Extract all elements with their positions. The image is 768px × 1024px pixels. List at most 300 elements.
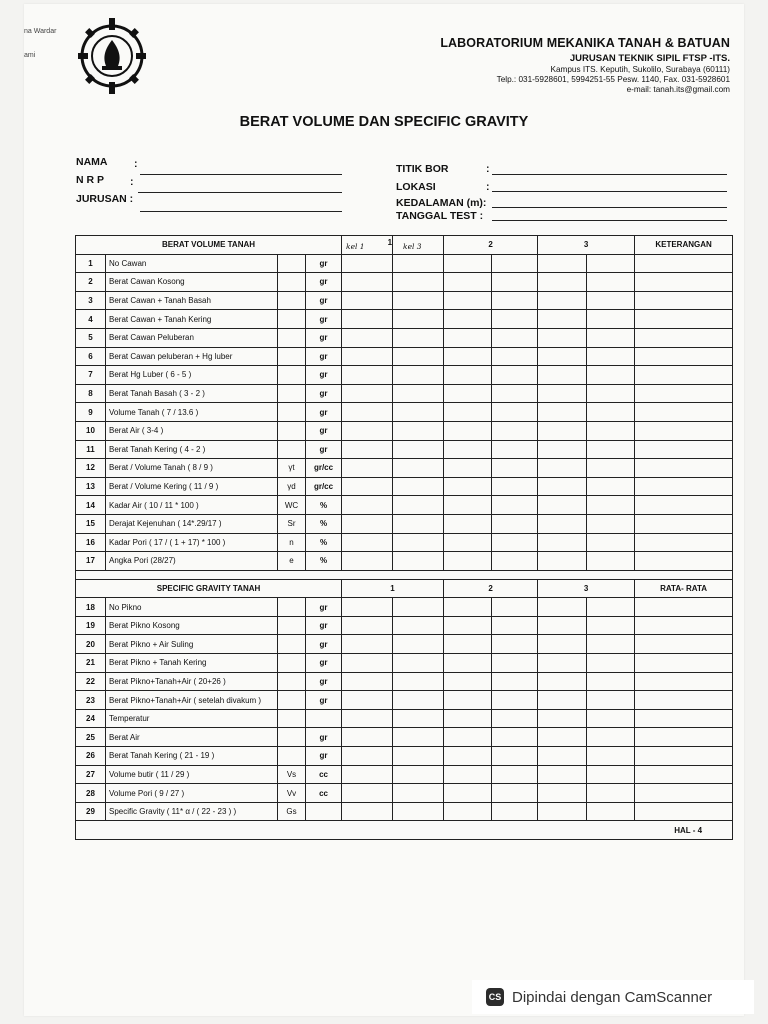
bv-value-cell[interactable] xyxy=(587,533,635,552)
bv-value-cell[interactable] xyxy=(538,533,587,552)
row-unit: gr xyxy=(306,328,342,347)
bv-value-cell[interactable] xyxy=(587,347,635,366)
sg-value-cell[interactable] xyxy=(444,616,492,635)
bv-value-cell[interactable] xyxy=(538,496,587,515)
row-symbol xyxy=(278,654,306,673)
row-symbol xyxy=(278,616,306,635)
bv-value-cell[interactable] xyxy=(635,347,733,366)
bv-value-cell[interactable] xyxy=(587,273,635,292)
bv-value-cell[interactable] xyxy=(342,328,393,347)
row-symbol xyxy=(278,691,306,710)
sg-value-cell[interactable] xyxy=(492,802,538,821)
sg-value-cell[interactable] xyxy=(635,635,733,654)
bv-value-cell[interactable] xyxy=(538,366,587,385)
sg-value-cell[interactable] xyxy=(444,802,492,821)
row-symbol xyxy=(278,421,306,440)
bv-value-cell[interactable] xyxy=(444,477,492,496)
bv-value-cell[interactable] xyxy=(393,273,444,292)
bv-value-cell[interactable] xyxy=(587,421,635,440)
sg-value-cell[interactable] xyxy=(393,635,444,654)
sg-value-cell[interactable] xyxy=(342,654,393,673)
sg-value-cell[interactable] xyxy=(587,709,635,728)
bv-value-cell[interactable] xyxy=(444,514,492,533)
sg-value-cell[interactable] xyxy=(492,598,538,617)
row-description: Berat Pikno+Tanah+Air ( 20+26 ) xyxy=(106,672,278,691)
sg-value-cell[interactable] xyxy=(538,728,587,747)
bv-value-cell[interactable] xyxy=(635,403,733,422)
bv-value-cell[interactable] xyxy=(635,384,733,403)
row-symbol: γd xyxy=(278,477,306,496)
field-label-nama: NAMA xyxy=(76,156,108,168)
bv-value-cell[interactable] xyxy=(538,328,587,347)
sg-value-cell[interactable] xyxy=(635,747,733,766)
sg-value-cell[interactable] xyxy=(538,672,587,691)
sg-value-cell[interactable] xyxy=(587,598,635,617)
field-line-nrp[interactable] xyxy=(138,192,342,193)
row-unit: % xyxy=(306,552,342,571)
sg-value-cell[interactable] xyxy=(587,616,635,635)
bv-value-cell[interactable] xyxy=(444,421,492,440)
bv-value-cell[interactable] xyxy=(538,384,587,403)
col-3-header: 3 xyxy=(538,236,635,255)
camscanner-logo-icon: CS xyxy=(486,988,504,1006)
field-colon: : xyxy=(130,176,134,188)
sg-col-3-header: 3 xyxy=(538,579,635,598)
row-symbol: Vs xyxy=(278,765,306,784)
phone: Telp.: 031-5928601, 5994251-55 Pesw. 1140, Fax. 031-5928601 xyxy=(496,75,730,84)
bv-value-cell[interactable] xyxy=(444,291,492,310)
row-symbol: Vv xyxy=(278,784,306,803)
bv-value-cell[interactable] xyxy=(538,440,587,459)
sg-value-cell[interactable] xyxy=(444,784,492,803)
col-keterangan-header: KETERANGAN xyxy=(635,236,733,255)
field-line-kedalaman[interactable] xyxy=(492,207,727,208)
sg-value-cell[interactable] xyxy=(492,672,538,691)
sg-value-cell[interactable] xyxy=(342,691,393,710)
row-description: Berat Air ( 3-4 ) xyxy=(106,421,278,440)
handwritten-label: kel 3 xyxy=(403,242,422,251)
sg-value-cell[interactable] xyxy=(635,654,733,673)
row-unit: gr xyxy=(306,273,342,292)
row-unit: gr xyxy=(306,635,342,654)
bv-value-cell[interactable] xyxy=(635,533,733,552)
bv-value-cell[interactable] xyxy=(635,477,733,496)
bv-value-cell[interactable] xyxy=(342,291,393,310)
sg-value-cell[interactable] xyxy=(538,635,587,654)
sg-value-cell[interactable] xyxy=(444,672,492,691)
row-unit: % xyxy=(306,514,342,533)
sg-value-cell[interactable] xyxy=(492,616,538,635)
bv-value-cell[interactable] xyxy=(538,347,587,366)
row-number: 1 xyxy=(76,254,106,273)
sg-value-cell[interactable] xyxy=(587,691,635,710)
sg-value-cell[interactable] xyxy=(587,672,635,691)
row-unit: % xyxy=(306,496,342,515)
sg-col-2-header: 2 xyxy=(444,579,538,598)
row-description: Berat Tanah Kering ( 21 - 19 ) xyxy=(106,747,278,766)
bv-value-cell[interactable] xyxy=(635,552,733,571)
row-unit: gr xyxy=(306,728,342,747)
bv-value-cell[interactable] xyxy=(587,310,635,329)
data-sheet-table xyxy=(75,235,733,840)
bv-value-cell[interactable] xyxy=(444,366,492,385)
field-line-titik-bor[interactable] xyxy=(492,174,727,175)
bv-value-cell[interactable] xyxy=(444,440,492,459)
bv-value-cell[interactable] xyxy=(587,514,635,533)
bv-value-cell[interactable] xyxy=(492,291,538,310)
bv-value-cell[interactable] xyxy=(635,328,733,347)
sg-value-cell[interactable] xyxy=(492,784,538,803)
sg-value-cell[interactable] xyxy=(587,784,635,803)
sg-value-cell[interactable] xyxy=(587,654,635,673)
bv-value-cell[interactable] xyxy=(538,403,587,422)
bv-value-cell[interactable] xyxy=(492,440,538,459)
row-description: Kadar Pori ( 17 / ( 1 + 17) * 100 ) xyxy=(106,533,278,552)
bv-value-cell[interactable] xyxy=(587,291,635,310)
bv-value-cell[interactable] xyxy=(492,328,538,347)
bv-value-cell[interactable] xyxy=(342,496,393,515)
sg-value-cell[interactable] xyxy=(444,747,492,766)
bv-value-cell[interactable] xyxy=(587,366,635,385)
sg-value-cell[interactable] xyxy=(393,709,444,728)
row-unit: gr xyxy=(306,654,342,673)
row-symbol: Gs xyxy=(278,802,306,821)
bv-value-cell[interactable] xyxy=(342,477,393,496)
field-line-jurusan[interactable] xyxy=(140,211,342,212)
bv-value-cell[interactable] xyxy=(492,347,538,366)
bv-value-cell[interactable] xyxy=(342,514,393,533)
bv-value-cell[interactable] xyxy=(444,533,492,552)
sg-value-cell[interactable] xyxy=(393,784,444,803)
bv-value-cell[interactable] xyxy=(492,552,538,571)
bv-value-cell[interactable] xyxy=(587,552,635,571)
bv-value-cell[interactable] xyxy=(492,477,538,496)
sg-value-cell[interactable] xyxy=(393,802,444,821)
corner-note xyxy=(24,20,64,68)
table-row xyxy=(76,598,733,617)
sg-value-cell[interactable] xyxy=(342,784,393,803)
section2-heading: SPECIFIC GRAVITY TANAH xyxy=(76,579,342,598)
sg-value-cell[interactable] xyxy=(393,747,444,766)
sg-value-cell[interactable] xyxy=(492,747,538,766)
row-symbol xyxy=(278,254,306,273)
bv-value-cell[interactable] xyxy=(342,533,393,552)
sg-value-cell[interactable] xyxy=(538,616,587,635)
row-symbol xyxy=(278,440,306,459)
camscanner-watermark xyxy=(472,980,754,1014)
row-number: 21 xyxy=(76,654,106,673)
bv-value-cell[interactable] xyxy=(492,533,538,552)
sg-value-cell[interactable] xyxy=(635,598,733,617)
row-number: 16 xyxy=(76,533,106,552)
row-symbol: n xyxy=(278,533,306,552)
bv-value-cell[interactable] xyxy=(538,421,587,440)
bv-value-cell[interactable] xyxy=(342,366,393,385)
sg-value-cell[interactable] xyxy=(444,709,492,728)
row-symbol xyxy=(278,273,306,292)
sg-value-cell[interactable] xyxy=(635,728,733,747)
bv-value-cell[interactable] xyxy=(538,291,587,310)
field-label-nrp: N R P xyxy=(76,174,105,186)
sg-value-cell[interactable] xyxy=(538,747,587,766)
sg-value-cell[interactable] xyxy=(587,728,635,747)
sg-value-cell[interactable] xyxy=(393,765,444,784)
sg-value-cell[interactable] xyxy=(538,784,587,803)
bv-value-cell[interactable] xyxy=(393,254,444,273)
sg-value-cell[interactable] xyxy=(342,765,393,784)
bv-value-cell[interactable] xyxy=(587,477,635,496)
bv-value-cell[interactable] xyxy=(444,384,492,403)
sg-value-cell[interactable] xyxy=(393,616,444,635)
bv-value-cell[interactable] xyxy=(492,366,538,385)
lab-name: LABORATORIUM MEKANIKA TANAH & BATUAN xyxy=(440,36,730,50)
bv-value-cell[interactable] xyxy=(587,459,635,478)
sg-value-cell[interactable] xyxy=(587,765,635,784)
sg-value-cell[interactable] xyxy=(538,654,587,673)
bv-value-cell[interactable] xyxy=(444,459,492,478)
bv-value-cell[interactable] xyxy=(393,552,444,571)
sg-value-cell[interactable] xyxy=(342,747,393,766)
sg-value-cell[interactable] xyxy=(635,709,733,728)
sg-value-cell[interactable] xyxy=(635,691,733,710)
bv-value-cell[interactable] xyxy=(635,459,733,478)
bv-value-cell[interactable] xyxy=(393,310,444,329)
sg-value-cell[interactable] xyxy=(342,709,393,728)
sg-value-cell[interactable] xyxy=(538,691,587,710)
department: JURUSAN TEKNIK SIPIL FTSP -ITS. xyxy=(569,53,730,64)
row-description: No Pikno xyxy=(106,598,278,617)
bv-value-cell[interactable] xyxy=(444,403,492,422)
bv-value-cell[interactable] xyxy=(342,310,393,329)
row-symbol xyxy=(278,728,306,747)
bv-value-cell[interactable] xyxy=(635,310,733,329)
table-row xyxy=(76,654,733,673)
col-1-header xyxy=(342,236,393,255)
bv-value-cell[interactable] xyxy=(393,421,444,440)
row-number: 23 xyxy=(76,691,106,710)
bv-value-cell[interactable] xyxy=(538,477,587,496)
sg-value-cell[interactable] xyxy=(635,784,733,803)
bv-value-cell[interactable] xyxy=(393,403,444,422)
bv-value-cell[interactable] xyxy=(635,421,733,440)
bv-value-cell[interactable] xyxy=(393,533,444,552)
bv-value-cell[interactable] xyxy=(635,291,733,310)
row-unit: gr/cc xyxy=(306,477,342,496)
bv-value-cell[interactable] xyxy=(635,366,733,385)
row-symbol xyxy=(278,709,306,728)
col-2-header: 2 xyxy=(444,236,538,255)
sg-value-cell[interactable] xyxy=(587,747,635,766)
row-number: 27 xyxy=(76,765,106,784)
sg-value-cell[interactable] xyxy=(635,672,733,691)
sg-value-cell[interactable] xyxy=(492,728,538,747)
bv-value-cell[interactable] xyxy=(635,514,733,533)
bv-value-cell[interactable] xyxy=(492,403,538,422)
field-line-nama[interactable] xyxy=(140,174,342,175)
bv-value-cell[interactable] xyxy=(538,254,587,273)
sg-value-cell[interactable] xyxy=(393,654,444,673)
row-description: Berat / Volume Kering ( 11 / 9 ) xyxy=(106,477,278,496)
page-number: HAL - 4 xyxy=(76,821,733,840)
row-description: Berat Cawan + Tanah Kering xyxy=(106,310,278,329)
bv-value-cell[interactable] xyxy=(342,440,393,459)
sg-value-cell[interactable] xyxy=(635,765,733,784)
sg-col-1-header: 1 xyxy=(342,579,444,598)
footer-row xyxy=(76,821,733,840)
bv-value-cell[interactable] xyxy=(393,347,444,366)
sg-value-cell[interactable] xyxy=(538,598,587,617)
field-colon: : xyxy=(486,181,490,193)
bv-value-cell[interactable] xyxy=(342,421,393,440)
sg-value-cell[interactable] xyxy=(444,654,492,673)
row-number: 6 xyxy=(76,347,106,366)
sg-value-cell[interactable] xyxy=(393,728,444,747)
field-line-lokasi[interactable] xyxy=(492,191,727,192)
sg-value-cell[interactable] xyxy=(492,691,538,710)
sg-value-cell[interactable] xyxy=(635,802,733,821)
bv-value-cell[interactable] xyxy=(393,384,444,403)
bv-value-cell[interactable] xyxy=(538,514,587,533)
sg-value-cell[interactable] xyxy=(393,691,444,710)
bv-value-cell[interactable] xyxy=(393,496,444,515)
sg-value-cell[interactable] xyxy=(444,728,492,747)
section1-heading: BERAT VOLUME TANAH xyxy=(76,236,342,255)
bv-value-cell[interactable] xyxy=(492,421,538,440)
table-row xyxy=(76,784,733,803)
bv-value-cell[interactable] xyxy=(342,254,393,273)
sg-value-cell[interactable] xyxy=(538,802,587,821)
sg-value-cell[interactable] xyxy=(444,635,492,654)
bv-value-cell[interactable] xyxy=(393,477,444,496)
sg-value-cell[interactable] xyxy=(444,598,492,617)
row-unit: gr xyxy=(306,384,342,403)
bv-value-cell[interactable] xyxy=(587,440,635,459)
table-row xyxy=(76,310,733,329)
sg-value-cell[interactable] xyxy=(393,598,444,617)
bv-value-cell[interactable] xyxy=(492,310,538,329)
bv-value-cell[interactable] xyxy=(342,273,393,292)
bv-value-cell[interactable] xyxy=(393,459,444,478)
row-number: 18 xyxy=(76,598,106,617)
row-symbol xyxy=(278,635,306,654)
bv-value-cell[interactable] xyxy=(587,496,635,515)
bv-value-cell[interactable] xyxy=(342,552,393,571)
sg-value-cell[interactable] xyxy=(342,598,393,617)
row-symbol: WC xyxy=(278,496,306,515)
bv-value-cell[interactable] xyxy=(393,328,444,347)
field-line-tanggal[interactable] xyxy=(492,220,727,221)
bv-value-cell[interactable] xyxy=(444,310,492,329)
row-unit: gr xyxy=(306,440,342,459)
bv-value-cell[interactable] xyxy=(444,347,492,366)
row-description: Berat Pikno+Tanah+Air ( setelah divakum ) xyxy=(106,691,278,710)
bv-value-cell[interactable] xyxy=(492,254,538,273)
sg-value-cell[interactable] xyxy=(492,654,538,673)
table-row xyxy=(76,273,733,292)
sg-value-cell[interactable] xyxy=(492,635,538,654)
row-unit: gr xyxy=(306,291,342,310)
table-row xyxy=(76,514,733,533)
bv-value-cell[interactable] xyxy=(393,291,444,310)
sg-value-cell[interactable] xyxy=(587,802,635,821)
sg-value-cell[interactable] xyxy=(342,616,393,635)
bv-value-cell[interactable] xyxy=(635,254,733,273)
row-symbol xyxy=(278,672,306,691)
bv-value-cell[interactable] xyxy=(492,384,538,403)
sg-value-cell[interactable] xyxy=(342,672,393,691)
sg-value-cell[interactable] xyxy=(342,635,393,654)
bv-value-cell[interactable] xyxy=(342,403,393,422)
bv-value-cell[interactable] xyxy=(393,366,444,385)
field-colon: : xyxy=(134,158,138,170)
bv-value-cell[interactable] xyxy=(538,273,587,292)
table-row xyxy=(76,421,733,440)
sg-value-cell[interactable] xyxy=(492,709,538,728)
bv-value-cell[interactable] xyxy=(393,440,444,459)
bv-value-cell[interactable] xyxy=(444,273,492,292)
bv-value-cell[interactable] xyxy=(587,403,635,422)
bv-value-cell[interactable] xyxy=(492,514,538,533)
table-row xyxy=(76,440,733,459)
sg-value-cell[interactable] xyxy=(444,691,492,710)
row-number: 17 xyxy=(76,552,106,571)
bv-value-cell[interactable] xyxy=(538,310,587,329)
bv-value-cell[interactable] xyxy=(635,440,733,459)
sg-value-cell[interactable] xyxy=(538,709,587,728)
bv-value-cell[interactable] xyxy=(492,273,538,292)
bv-value-cell[interactable] xyxy=(635,273,733,292)
row-symbol xyxy=(278,384,306,403)
bv-value-cell[interactable] xyxy=(444,328,492,347)
sg-value-cell[interactable] xyxy=(538,765,587,784)
row-description: Derajat Kejenuhan ( 14*.29/17 ) xyxy=(106,514,278,533)
sg-value-cell[interactable] xyxy=(587,635,635,654)
bv-value-cell[interactable] xyxy=(587,328,635,347)
table-row xyxy=(76,616,733,635)
row-description: Berat Cawan Peluberan xyxy=(106,328,278,347)
bv-value-cell[interactable] xyxy=(635,496,733,515)
bv-value-cell[interactable] xyxy=(492,459,538,478)
sg-value-cell[interactable] xyxy=(393,672,444,691)
sg-value-cell[interactable] xyxy=(444,765,492,784)
bv-value-cell[interactable] xyxy=(393,514,444,533)
bv-value-cell[interactable] xyxy=(444,496,492,515)
sg-value-cell[interactable] xyxy=(342,802,393,821)
bv-value-cell[interactable] xyxy=(538,459,587,478)
bv-value-cell[interactable] xyxy=(492,496,538,515)
row-unit: gr xyxy=(306,254,342,273)
bv-value-cell[interactable] xyxy=(342,347,393,366)
sg-value-cell[interactable] xyxy=(635,616,733,635)
bv-value-cell[interactable] xyxy=(538,552,587,571)
row-description: Berat Hg Luber ( 6 - 5 ) xyxy=(106,366,278,385)
sg-value-cell[interactable] xyxy=(342,728,393,747)
table-row xyxy=(76,291,733,310)
handwritten-label: kel 1 xyxy=(346,242,365,251)
bv-value-cell[interactable] xyxy=(444,254,492,273)
lab-header xyxy=(440,36,730,94)
bv-value-cell[interactable] xyxy=(587,384,635,403)
col-rata-header: RATA- RATA xyxy=(635,579,733,598)
bv-value-cell[interactable] xyxy=(342,459,393,478)
row-number: 9 xyxy=(76,403,106,422)
row-number: 2 xyxy=(76,273,106,292)
bv-value-cell[interactable] xyxy=(587,254,635,273)
row-description: Volume Pori ( 9 / 27 ) xyxy=(106,784,278,803)
bv-value-cell[interactable] xyxy=(342,384,393,403)
bv-value-cell[interactable] xyxy=(444,552,492,571)
sg-value-cell[interactable] xyxy=(492,765,538,784)
